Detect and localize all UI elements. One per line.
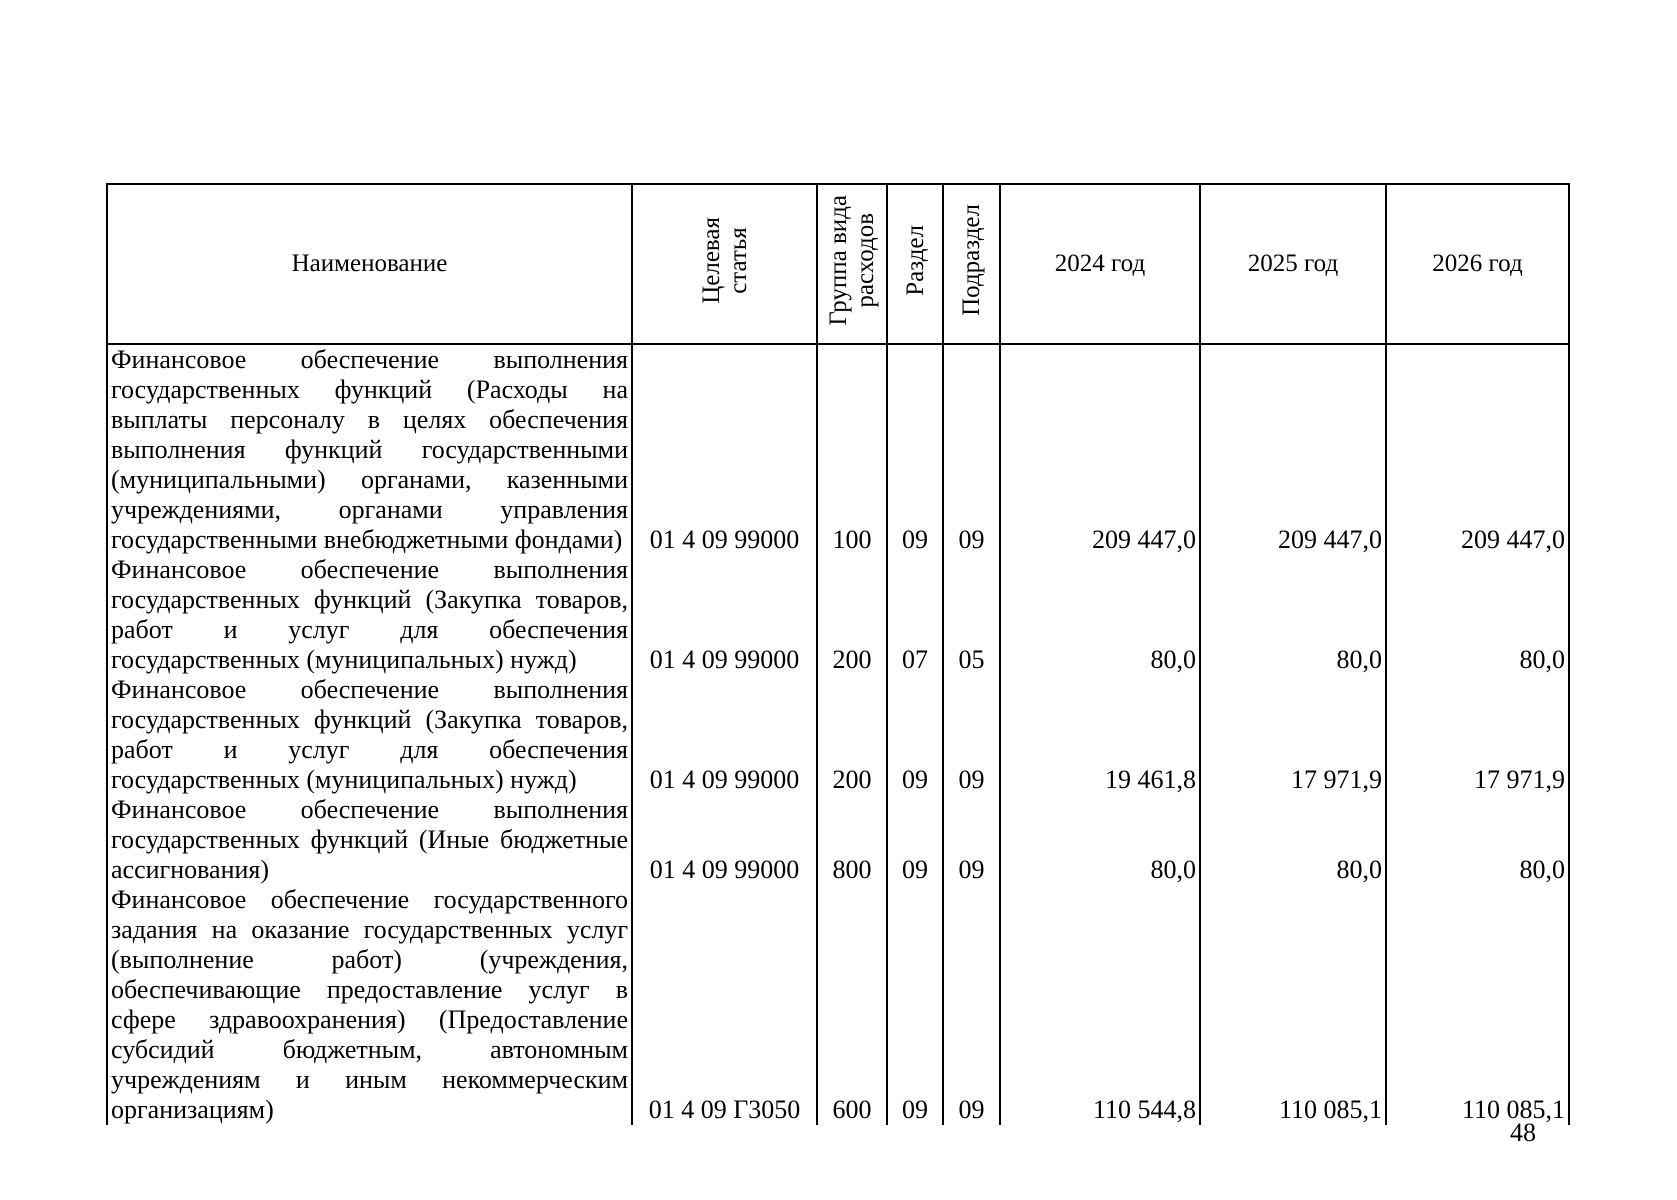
- row-value-2026: 80,0: [1386, 555, 1569, 675]
- row-value-2024: 80,0: [1000, 795, 1200, 885]
- row-name: Финансовое обеспечение выполнения государственных функций (Закупка товаров, работ и услуг для обеспечения государственных (муниципальных) нужд): [107, 675, 632, 795]
- header-name: Наименование: [107, 184, 632, 344]
- header-subsection: Подраздел: [943, 184, 1000, 344]
- table-row: [107, 885, 1569, 1125]
- page-number: 48: [1510, 1118, 1536, 1147]
- row-article: 01 4 09 99000: [632, 344, 817, 555]
- row-value-2026: 17 971,9: [1386, 675, 1569, 795]
- row-value-2025: 80,0: [1200, 795, 1386, 885]
- row-value-2025: 209 447,0: [1200, 344, 1386, 555]
- table-row: [107, 555, 1569, 675]
- row-value-2026: 110 085,1: [1386, 885, 1569, 1125]
- row-group: 600: [817, 885, 887, 1125]
- table-row: [107, 795, 1569, 885]
- row-subsection: 09: [943, 885, 1000, 1125]
- row-subsection: 09: [943, 344, 1000, 555]
- row-value-2024: 80,0: [1000, 555, 1200, 675]
- row-article: 01 4 09 99000: [632, 675, 817, 795]
- row-section: 07: [887, 555, 943, 675]
- row-value-2026: 209 447,0: [1386, 344, 1569, 555]
- row-name: Финансовое обеспечение выполнения государственных функций (Расходы на выплаты персоналу в целях обеспечения выполнения функций государственными (муниципальными) органами, казенными учреждениями, органами управления государственными внебюджетными фондами): [107, 344, 632, 555]
- row-name: Финансовое обеспечение государственного задания на оказание государственных услуг (выполнение работ) (учреждения, обеспечивающие предоставление услуг в сфере здравоохранения) (Предоставление субсидий бюджетным, автономным учреждениям и иным некоммерческим организациям): [107, 885, 632, 1125]
- row-section: 09: [887, 675, 943, 795]
- header-year-2024: 2024 год: [1000, 184, 1200, 344]
- table-row: [107, 344, 1569, 555]
- row-subsection: 09: [943, 675, 1000, 795]
- header-year-2026: 2026 год: [1386, 184, 1569, 344]
- header-year-2025: 2025 год: [1200, 184, 1386, 344]
- row-article: 01 4 09 99000: [632, 555, 817, 675]
- row-value-2026: 80,0: [1386, 795, 1569, 885]
- row-value-2025: 17 971,9: [1200, 675, 1386, 795]
- header-target-article: Целевая статья: [632, 184, 817, 344]
- row-group: 800: [817, 795, 887, 885]
- table-header-row: [107, 184, 1569, 344]
- row-name: Финансовое обеспечение выполнения государственных функций (Иные бюджетные ассигнования): [107, 795, 632, 885]
- table-row: [107, 675, 1569, 795]
- row-name: Финансовое обеспечение выполнения государственных функций (Закупка товаров, работ и услуг для обеспечения государственных (муниципальных) нужд): [107, 555, 632, 675]
- row-section: 09: [887, 795, 943, 885]
- row-value-2025: 80,0: [1200, 555, 1386, 675]
- row-article: 01 4 09 Г3050: [632, 885, 817, 1125]
- row-subsection: 05: [943, 555, 1000, 675]
- row-value-2024: 110 544,8: [1000, 885, 1200, 1125]
- row-value-2024: 19 461,8: [1000, 675, 1200, 795]
- row-section: 09: [887, 344, 943, 555]
- row-subsection: 09: [943, 795, 1000, 885]
- row-group: 100: [817, 344, 887, 555]
- row-group: 200: [817, 555, 887, 675]
- row-article: 01 4 09 99000: [632, 795, 817, 885]
- header-expense-group: Группа вида расходов: [817, 184, 887, 344]
- row-value-2024: 209 447,0: [1000, 344, 1200, 555]
- row-group: 200: [817, 675, 887, 795]
- row-value-2025: 110 085,1: [1200, 885, 1386, 1125]
- header-section: Раздел: [887, 184, 943, 344]
- budget-table: [106, 183, 1570, 1125]
- row-section: 09: [887, 885, 943, 1125]
